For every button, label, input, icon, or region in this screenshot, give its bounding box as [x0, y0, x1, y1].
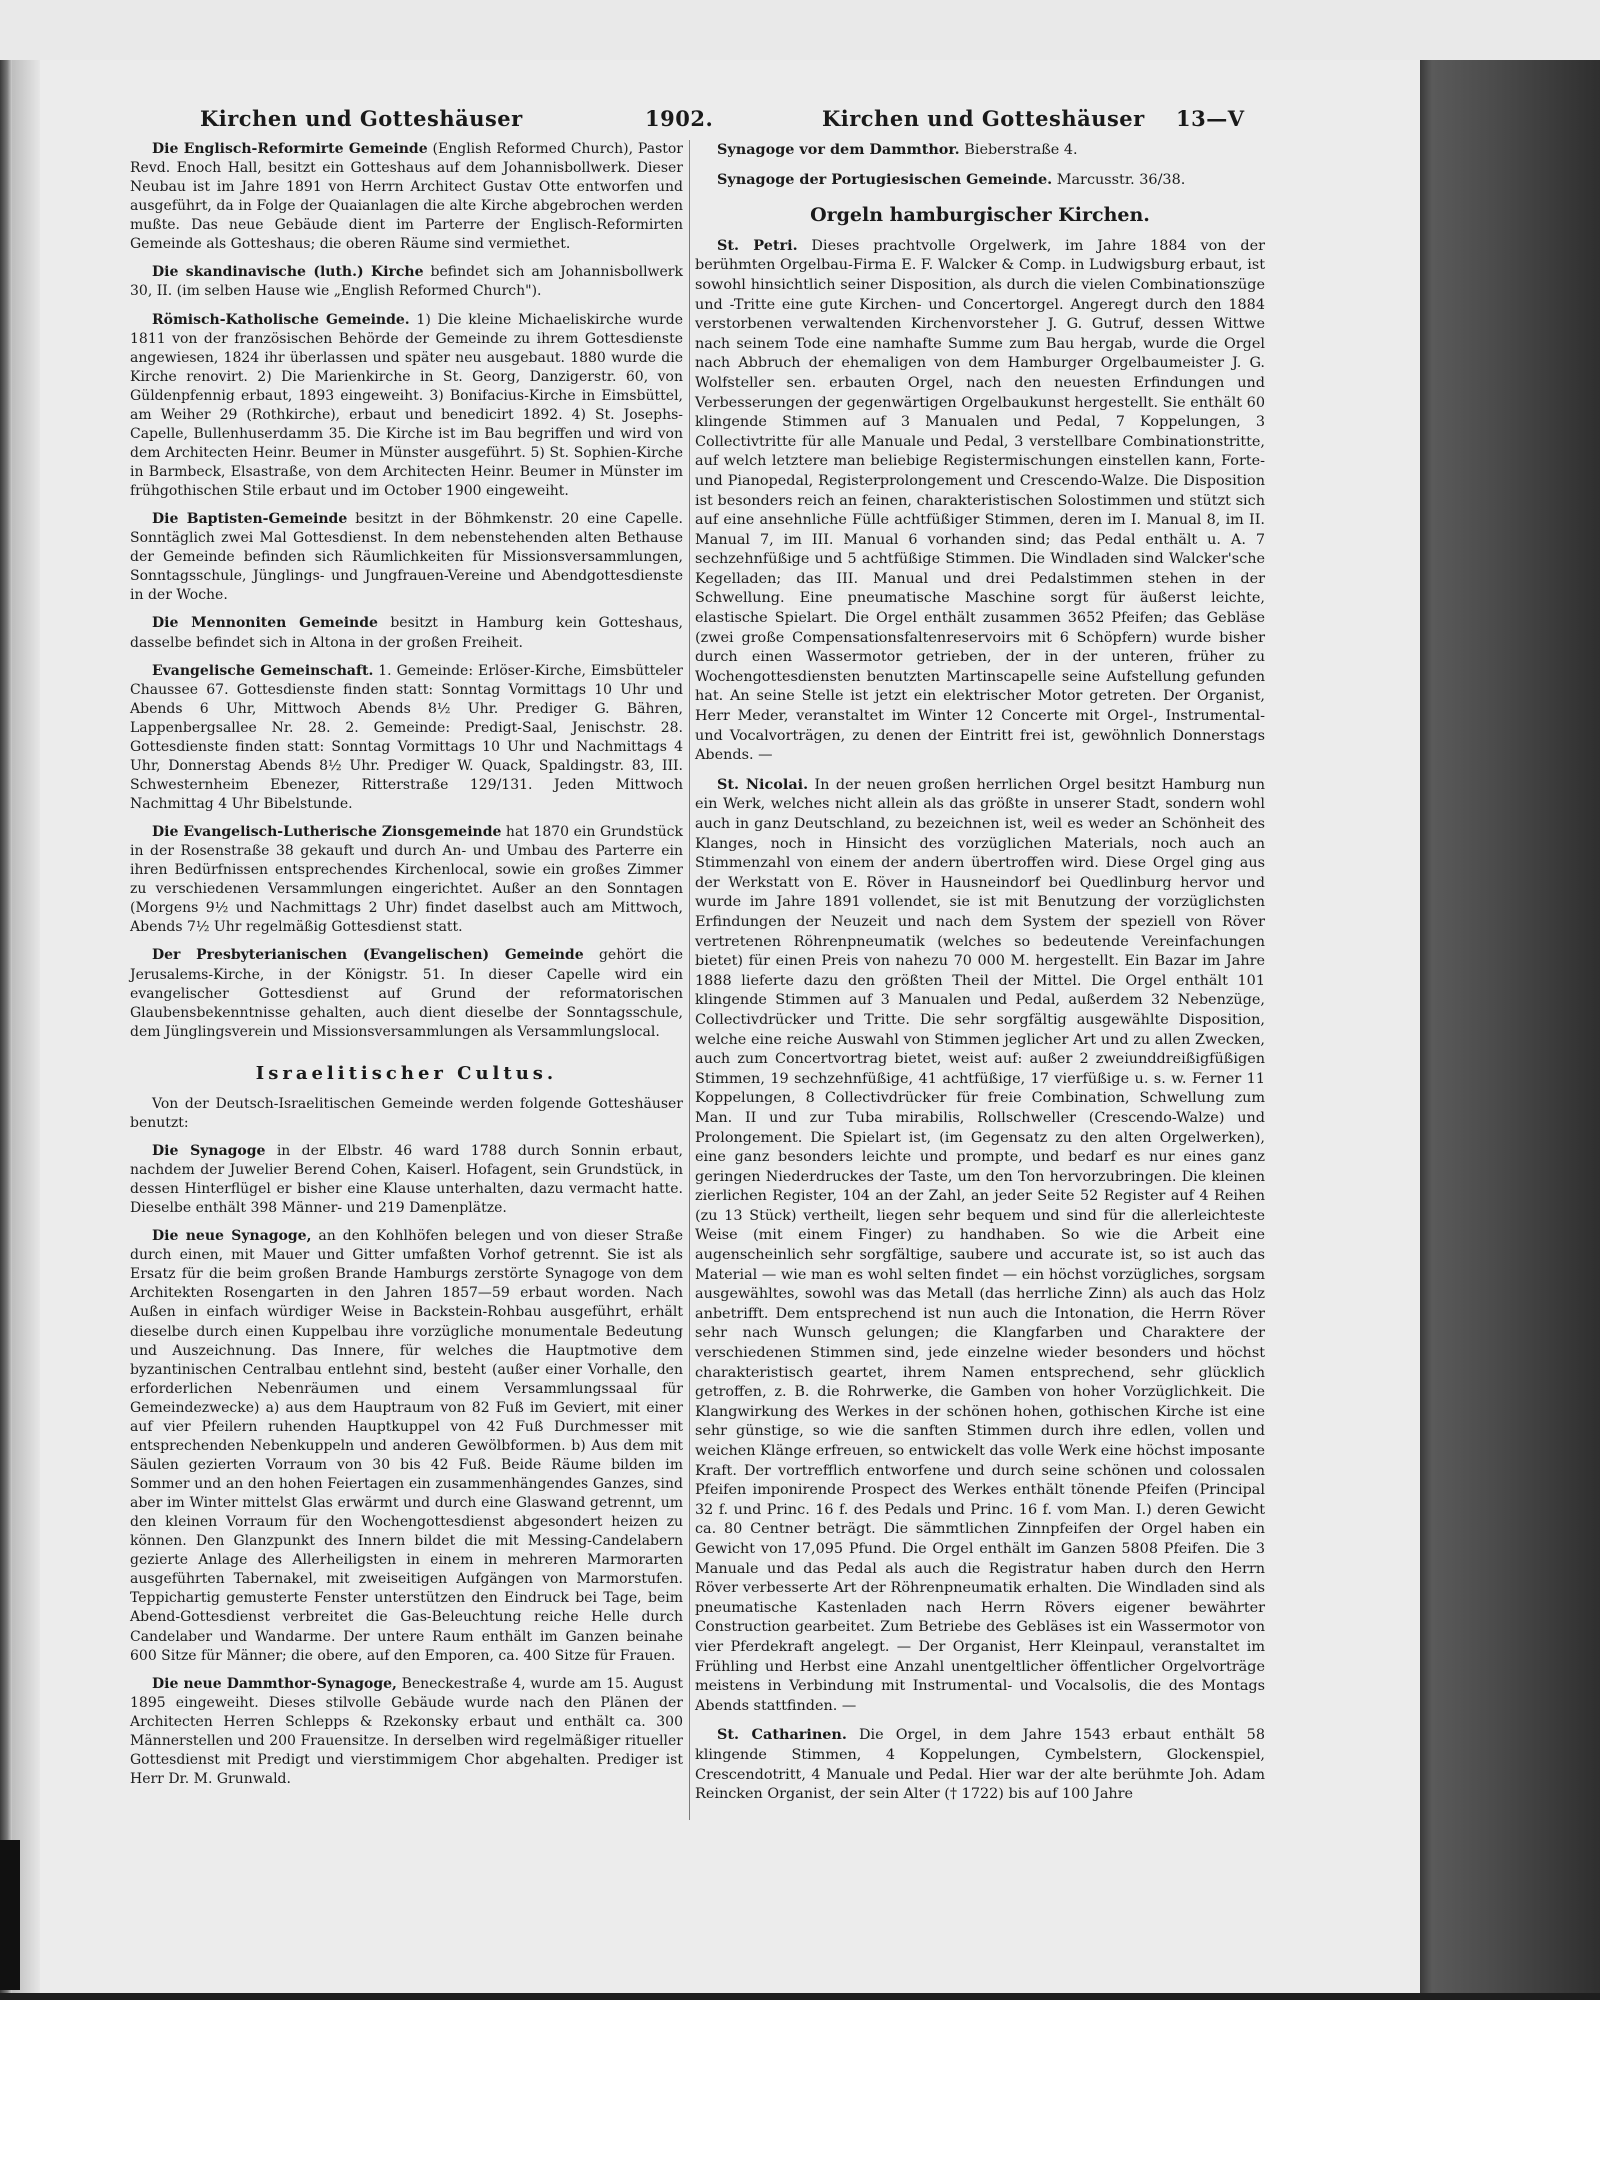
right-column	[695, 140, 1265, 1814]
paragraph-text: hat 1870 ein Grundstück in der Rosenstraße 38 gekauft und durch An- und Umbau des Parterre ein ihren Bedürfnissen entsprechendes Kirchenlocal, sowie ein großes Zimmer zu verschiedenen Versammlungen eingerichtet. Außer an den Sonntagen (Morgens 9½ und Nachmittags 2 Uhr) findet daselbst auch am Mittwoch, Abends 7½ Uhr regelmäßig Gottesdienst statt.	[130, 824, 683, 936]
paragraph-text: an den Kohlhöfen belegen und von dieser Straße durch einen, mit Mauer und Gitter umfaßten Vorhof getrennt. Sie ist als Ersatz für die beim großen Brande Hamburgs zerstörte Synagoge von dem Architekten Rosengarten in den Jahren 1857—59 erbaut worden. Nach Außen in einfach würdiger Weise in Backstein-Rohbau ausgeführt, erhält dieselbe durch einen Kuppelbau ihre vorzügliche monumentale Bedeutung und Auszeichnung. Das Innere, für welches die Hauptmotive dem byzantinischen Centralbau entlehnt sind, besteht (außer einer Vorhalle, den erforderlichen Nebenräumen und einem Versammlungssaal für Gemeindezwecke) a) aus dem Hauptraum von 82 Fuß im Geviert, mit einer auf vier Pfeilern ruhenden Hauptkuppel von 42 Fuß Durchmesser mit entsprechenden Nebenkuppeln und anderen Gewölbformen. b) Aus dem mit Säulen gezierten Vorraum von 30 bis 42 Fuß. Beide Räume bilden im Sommer und an den hohen Feiertagen ein zusammenhängendes Ganzes, sind aber im Winter mittelst Glas erwärmt und durch eine Glaswand getrennt, um den kleinen Vorraum für den Wochengottesdienst abgesondert heizen zu können. Den Glanzpunkt des Innern bildet die mit Messing-Candelabern gezierte Anlage des Allerheiligsten in einem in mehreren Marmorarten ausgeführten Tabernakel, mit zweiseitigen Aufgängen von Marmorstufen. Teppichartig gemusterte Fenster unterstützen den Eindruck bei Tage, beim Abend-Gottesdienst verbreitet die Gas-Beleuchtung reiche Helle durch Candelaber und Wandarme. Der untere Raum enthält im Ganzen beinahe 600 Sitze für Männer; die obere, auf den Emporen, ca. 400 Sitze für Frauen.	[130, 1228, 683, 1664]
paragraph-presbyterianisch	[130, 946, 683, 1041]
section-heading-orgeln: Orgeln hamburgischer Kirchen.	[810, 204, 1150, 227]
paragraph-synagoge-dammthor	[695, 140, 1265, 161]
paragraph-text: (English Reformed Church), Pastor Revd. Enoch Hall, besitzt ein Gotteshaus auf dem Johannisbollwerk. Dieser Neubau ist im Jahre 1891 von Herrn Architect Gustav Otte entworfen und ausgeführt, da in Folge der Quaianlagen die alte Kirche abgebrochen werden mußte. Das neue Gebäude dient im Parterre der Englisch-Reformirten Gemeinde als Gotteshaus; die oberen Räume sind vermiethet.	[130, 141, 683, 253]
paragraph-israel-intro: Von der Deutsch-Israelitischen Gemeinde werden folgende Gotteshäuser benutzt:	[130, 1095, 683, 1131]
paragraph-text: Dieses prachtvolle Orgelwerk, im Jahre 1884 von der berühmten Orgelbau-Firma E. F. Walcker & Comp. in Ludwigsburg erbaut, ist sowohl hinsichtlich seiner Disposition, als durch die vielen Combinationszüge und -Tritte eine gute Kirchen- und Concertorgel. Angeregt durch den 1884 verstorbenen verwaltenden Kirchenvorsteher J. G. Gutruf, dessen Wittwe nach seinem Tode eine namhafte Summe zum Bau hergab, wurde die Orgel nach Abbruch der ehemaligen von dem Hamburger Orgelbaumeister J. G. Wolfsteller sen. erbauten Orgel, nach den neuesten Erfindungen und Verbesserungen der gegenwärtigen Orgelbaukunst hergestellt. Sie enthält 60 klingende Stimmen auf 3 Manualen und Pedal, 7 Koppelungen, 3 Collectivtritte für alle Manuale und Pedal, 3 verstellbare Combinationstritte, auf welch letztere man beliebige Registermischungen einstellen kann, Forte- und Pianopedal, Registerprolongement und Crescendo-Walze. Die Disposition ist besonders reich an feinen, charakteristischen Solostimmen und stützt sich auf eine ansehnliche Fülle achtfüßiger Stimmen, deren im I. Manual 8, im II. Manual 7, im III. Manual 6 vorhanden sind; das Pedal enthält u. A. 7 sechzehnfüßige und 5 achtfüßige Stimmen. Die Windladen sind Walcker'sche Kegelladen; das III. Manual und drei Pedalstimmen stehen in der Schwellung. Eine pneumatische Maschine sorgt für äußerst leichte, elastische Spielart. Die Orgel enthält zusammen 3652 Pfeifen; das Gebläse (zwei große Compensationsfaltenreservoirs mit 6 Schöpfern) wurde bisher durch einen Wassermotor getrieben, der in der unteren, früher zu Wochengottesdiensten benutzten Martinscapelle seine Aufstellung gefunden hat. An seine Stelle ist jetzt ein elektrischer Motor getreten. Der Organist, Herr Meder, veranstaltet im Winter 12 Concerte mit Orgel-, Instrumental- und Vocalvorträgen, zu denen der Eintritt frei ist, gewöhnlich Donnerstags Abends. —	[695, 237, 1265, 764]
page-number: 13—V	[1176, 106, 1245, 131]
paragraph-lead: Der Presbyterianischen (Evangelischen) Gemeinde	[152, 947, 584, 964]
paragraph-st-catharinen	[695, 1725, 1265, 1804]
paragraph-baptisten	[130, 510, 683, 605]
paragraph-zionsgemeinde	[130, 823, 683, 937]
paragraph-text: 1. Gemeinde: Erlöser-Kirche, Eimsbütteler Chaussee 67. Gottesdienste finden statt: Sonntag Vormittags 10 Uhr und Abends 6 Uhr, Mittwoch Abends 8½ Uhr. Prediger G. Bähren, Lappenbergsallee Nr. 28. 2. Gemeinde: Predigt-Saal, Jenischstr. 28. Gottesdienste finden statt: Sonntag Vormittags 10 Uhr und Nachmittags 4 Uhr, Donnerstag Abends 8½ Uhr. Prediger W. Quack, Spaldingstr. 83, III. Schwesternheim Ebenezer, Ritterstraße 129/131. Jeden Mittwoch Nachmittag 4 Uhr Bibelstunde.	[130, 662, 683, 812]
scan-edge-right	[1420, 60, 1600, 1995]
paragraph-mennoniten	[130, 614, 683, 652]
paragraph-dammthor-synagoge	[130, 1675, 683, 1789]
paragraph-text: Die Orgel, in dem Jahre 1543 erbaut enthält 58 klingende Stimmen, 4 Koppelungen, Cymbelstern, Glockenspiel, Crescendotritt, 4 Manuale und Pedal. Hier war der alte berühmte Joh. Adam Reincken Organist, der sein Alter († 1722) bis auf 100 Jahre	[695, 1727, 1265, 1803]
paragraph-englisch-reformirt	[130, 140, 683, 254]
paragraph-text: befindet sich am Johannisbollwerk 30, II. (im selben Hause wie „English Reformed Church").	[130, 264, 683, 300]
paragraph-st-petri	[695, 236, 1265, 766]
paragraph-neue-synagoge	[130, 1227, 683, 1665]
paragraph-text: In der neuen großen herrlichen Orgel besitzt Hamburg nun ein Werk, welches nicht allein als das größte in unserer Stadt, sondern wohl auch in ganz Deutschland, zu bezeichnen ist, weil es weder an Schönheit des Klanges, noch in Hinsicht des vorzüglichen Materials, noch auch an Stimmenzahl von einem der andern übertroffen wird. Diese Orgel ging aus der Werkstatt von E. Röver in Hausneindorf bei Quedlinburg hervor und wurde im Jahre 1891 vollendet, sie ist mit Benutzung der vorzüglichsten Erfindungen der Neuzeit und nach dem System der speziell von Röver vertretenen Röhrenpneumatik (welches so bedeutende Vereinfachungen bietet) für einen Preis von nahezu 70 000 M. hergestellt. Ein Bazar im Jahre 1888 lieferte dazu den größten Theil der Mittel. Die Orgel enthält 101 klingende Stimmen auf 3 Manualen und Pedal, außerdem 32 Nebenzüge, Collectivdrücker und Tritte. Die sehr sorgfältig ausgewählte Disposition, welche eine reiche Auswahl von Stimmen jeglicher Art und zu allen Zwecken, auch zum Concertvortrag bietet, weist auf: außer 2 zweiunddreißigfüßigen Stimmen, 19 sechzehnfüßige, 41 achtfüßige, 17 vierfüßige u. s. w. Ferner 11 Koppelungen, 8 Collectivdrücker für freie Combination, Schwellung zum Man. II und zur Tuba mirabilis, Rollschweller (Crescendo-Walze) und Prolongement. Die Spielart ist, (im Gegensatz zu den alten Orgelwerken), eine ganz besonders leichte und prompte, und bedarf es nur eines ganz geringen Niederdruckes der Taste, um den Ton hervorzubringen. Die kleinen zierlichen Register, 104 an der Zahl, an jeder Seite 52 Register auf 4 Reihen (zu 13 Stück) vertheilt, liegen sehr bequem und sind für die allerleichteste Weise (mit einem Finger) zu handhaben. So wie die Arbeit eine augenscheinlich sehr sorgfältige, saubere und accurate ist, so ist auch das Material — wie man es wohl selten findet — ein höchst vorzügliches, sorgsam ausgewähltes, sowohl was das Metall (das herrliche Zinn) als auch das Holz anbetrifft. Dem entsprechend ist nun auch die Intonation, die Herrn Röver sehr nach Wunsch gelungen; die Klangfarben und Charaktere der verschiedenen Stimmen sind, jede einzelne wieder besonders und höchst charakteristisch geartet, ihrem Namen entsprechend, sehr glücklich getroffen, z. B. die Rohrwerke, die Gamben von hoher Vorzüglichkeit. Die Klangwirkung des Werkes in der schönen hohen, gothischen Kirche ist eine sehr günstige, so wie die sanften Stimmen durch ihre edlen, vollen und weichen Klänge erfreuen, so entwickelt das volle Werk eine höchst imposante Kraft. Der vortrefflich entworfene und durch seine schönen und colossalen Pfeifen imponirende Prospect des Werkes enthält tönende Pfeifen (Principal 32 f. und Princ. 16 f. des Pedals und Princ. 16 f. vom Man. I.) deren Gewicht ca. 80 Centner beträgt. Die sämmtlichen Zinnpfeifen der Orgel haben ein Gewicht von 17,095 Pfund. Die Orgel enthält im Ganzen 5808 Pfeifen. Die 3 Manuale und das Pedal als auch die Registratur haben durch den Herrn Röver verbesserte Art der Röhrenpneumatik erhalten. Die Windladen sind als pneumatische Kastenladen nach Herrn Rövers eigener bewährter Construction gearbeitet. Zum Betriebe des Gebläses ist ein Wassermotor von vier Pferdekraft angelegt. — Der Organist, Herr Kleinpaul, veranstaltet im Frühling und Herbst eine Anzahl unentgeltlicher öffentlicher Orgelvorträge meistens in Verbindung mit Instrumental- und Vocalsolis, die des Montags Abends stattfinden. —	[695, 776, 1265, 1714]
paragraph-synagoge-portugiesisch	[695, 170, 1265, 191]
scan-bottom-band	[0, 1993, 1600, 2000]
running-head-right: Kirchen und Gotteshäuser	[822, 106, 1145, 131]
paragraph-lead: Die Englisch-Reformirte Gemeinde	[152, 141, 428, 157]
scan-edge-left	[0, 60, 12, 1995]
running-head-left: Kirchen und Gotteshäuser	[200, 106, 523, 131]
paragraph-lead: Die Evangelisch-Lutherische Zionsgemeinde	[152, 824, 502, 841]
section-heading-israelitisch: Israelitischer Cultus.	[255, 1062, 558, 1084]
paragraph-text: Marcusstr. 36/38.	[1052, 171, 1186, 188]
paragraph-text: besitzt in Hamburg kein Gotteshaus, dasselbe befindet sich in Altona in der großen Freiheit.	[130, 615, 684, 651]
paragraph-st-nicolai	[695, 775, 1265, 1717]
paragraph-lead: Synagoge vor dem Dammthor.	[717, 141, 960, 158]
paragraph-lead: Die Baptisten-Gemeinde	[152, 511, 348, 528]
paragraph-text: Beneckestraße 4, wurde am 15. August 1895 eingeweiht. Dieses stilvolle Gebäude wurde nach den Plänen der Architecten Herren Schlepps & Rzekonsky erbaut und enthält ca. 300 Männerstellen und 200 Frauensitze. In derselben wird regelmäßiger ritueller Gottesdienst mit Predigt und vierstimmigem Chor abgehalten. Prediger ist Herr Dr. M. Grunwald.	[130, 1675, 683, 1787]
paragraph-lead: St. Petri.	[717, 236, 798, 254]
paragraph-evangelische-gemeinschaft	[130, 662, 683, 815]
paragraph-skandinavisch	[130, 263, 683, 301]
paragraph-lead: St. Catharinen.	[717, 1726, 847, 1744]
paragraph-lead: Römisch-Katholische Gemeinde.	[152, 311, 410, 328]
paragraph-lead: Die neue Dammthor-Synagoge,	[152, 1675, 397, 1692]
left-column	[130, 140, 683, 1798]
paragraph-lead: St. Nicolai.	[717, 775, 809, 793]
scan-edge-left-shade	[12, 60, 40, 1995]
column-divider	[689, 140, 690, 1820]
paragraph-synagoge-elbstrasse	[130, 1142, 683, 1218]
scan-corner-dark	[0, 1840, 20, 1990]
running-head-year: 1902.	[645, 106, 714, 131]
paragraph-text: 1) Die kleine Michaeliskirche wurde 1811 von der französischen Behörde der Gemeinde zu ihrem Gottesdienste angewiesen, 1824 ihr überlassen und später neu ausgebaut. 1880 wurde die Kirche renovirt. 2) Die Marienkirche in St. Georg, Danzigerstr. 60, von Güldenpfennig erbaut, 1893 eingeweiht. 3) Bonifacius-Kirche in Eimsbüttel, am Weiher 29 (Rothkirche), erbaut und benedicirt 1892. 4) St. Josephs-Capelle, Bullenhuserdamm 35. Die Kirche ist im Bau begriffen und wird von dem Architecten Heinr. Beumer in Münster ausgeführt. 5) St. Sophien-Kirche in Barmbeck, Elsastraße, von dem Architecten Heinr. Beumer in Münster im frühgothischen Stile erbaut und im October 1900 eingeweiht.	[130, 311, 683, 500]
paragraph-text: besitzt in der Böhmkenstr. 20 eine Capelle. Sonntäglich zwei Mal Gottesdienst. In dem nebenstehenden alten Bethause der Gemeinde befinden sich Räumlichkeiten für Missionsversammlungen, Sonntagsschule, Jünglings- und Jungfrauen-Vereine und Abendgottesdienste in der Woche.	[130, 511, 683, 604]
paragraph-lead: Evangelische Gemeinschaft.	[152, 662, 374, 679]
paragraph-text: gehört die Jerusalems-Kirche, in der Königstr. 51. In dieser Capelle wird ein evangelischer Gottesdienst auf Grund der reformatorischen Glaubensbekenntnisse gehalten, auch dient dieselbe der Sonntagsschule, dem Jünglingsverein und Missionsversammlungen als Versammlungslocal.	[130, 947, 683, 1040]
paragraph-text: Bieberstraße 4.	[959, 142, 1078, 158]
paragraph-text: in der Elbstr. 46 ward 1788 durch Sonnin erbaut, nachdem der Juwelier Berend Cohen, Kaiserl. Hofagent, sein Grundstück, in dessen Hinterflügel er bisher eine Klause unterhalten, dazu vermacht hatte. Dieselbe enthält 398 Männer- und 219 Damenplätze.	[130, 1142, 683, 1217]
paragraph-lead: Synagoge der Portugiesischen Gemeinde.	[717, 170, 1053, 188]
paragraph-lead: Die neue Synagoge,	[152, 1228, 312, 1245]
paragraph-lead: Die Synagoge	[152, 1142, 266, 1159]
paragraph-lead: Die Mennoniten Gemeinde	[152, 615, 378, 632]
paragraph-lead: Die skandinavische (luth.) Kirche	[152, 264, 424, 281]
paragraph-roemisch-katholisch	[130, 311, 683, 502]
